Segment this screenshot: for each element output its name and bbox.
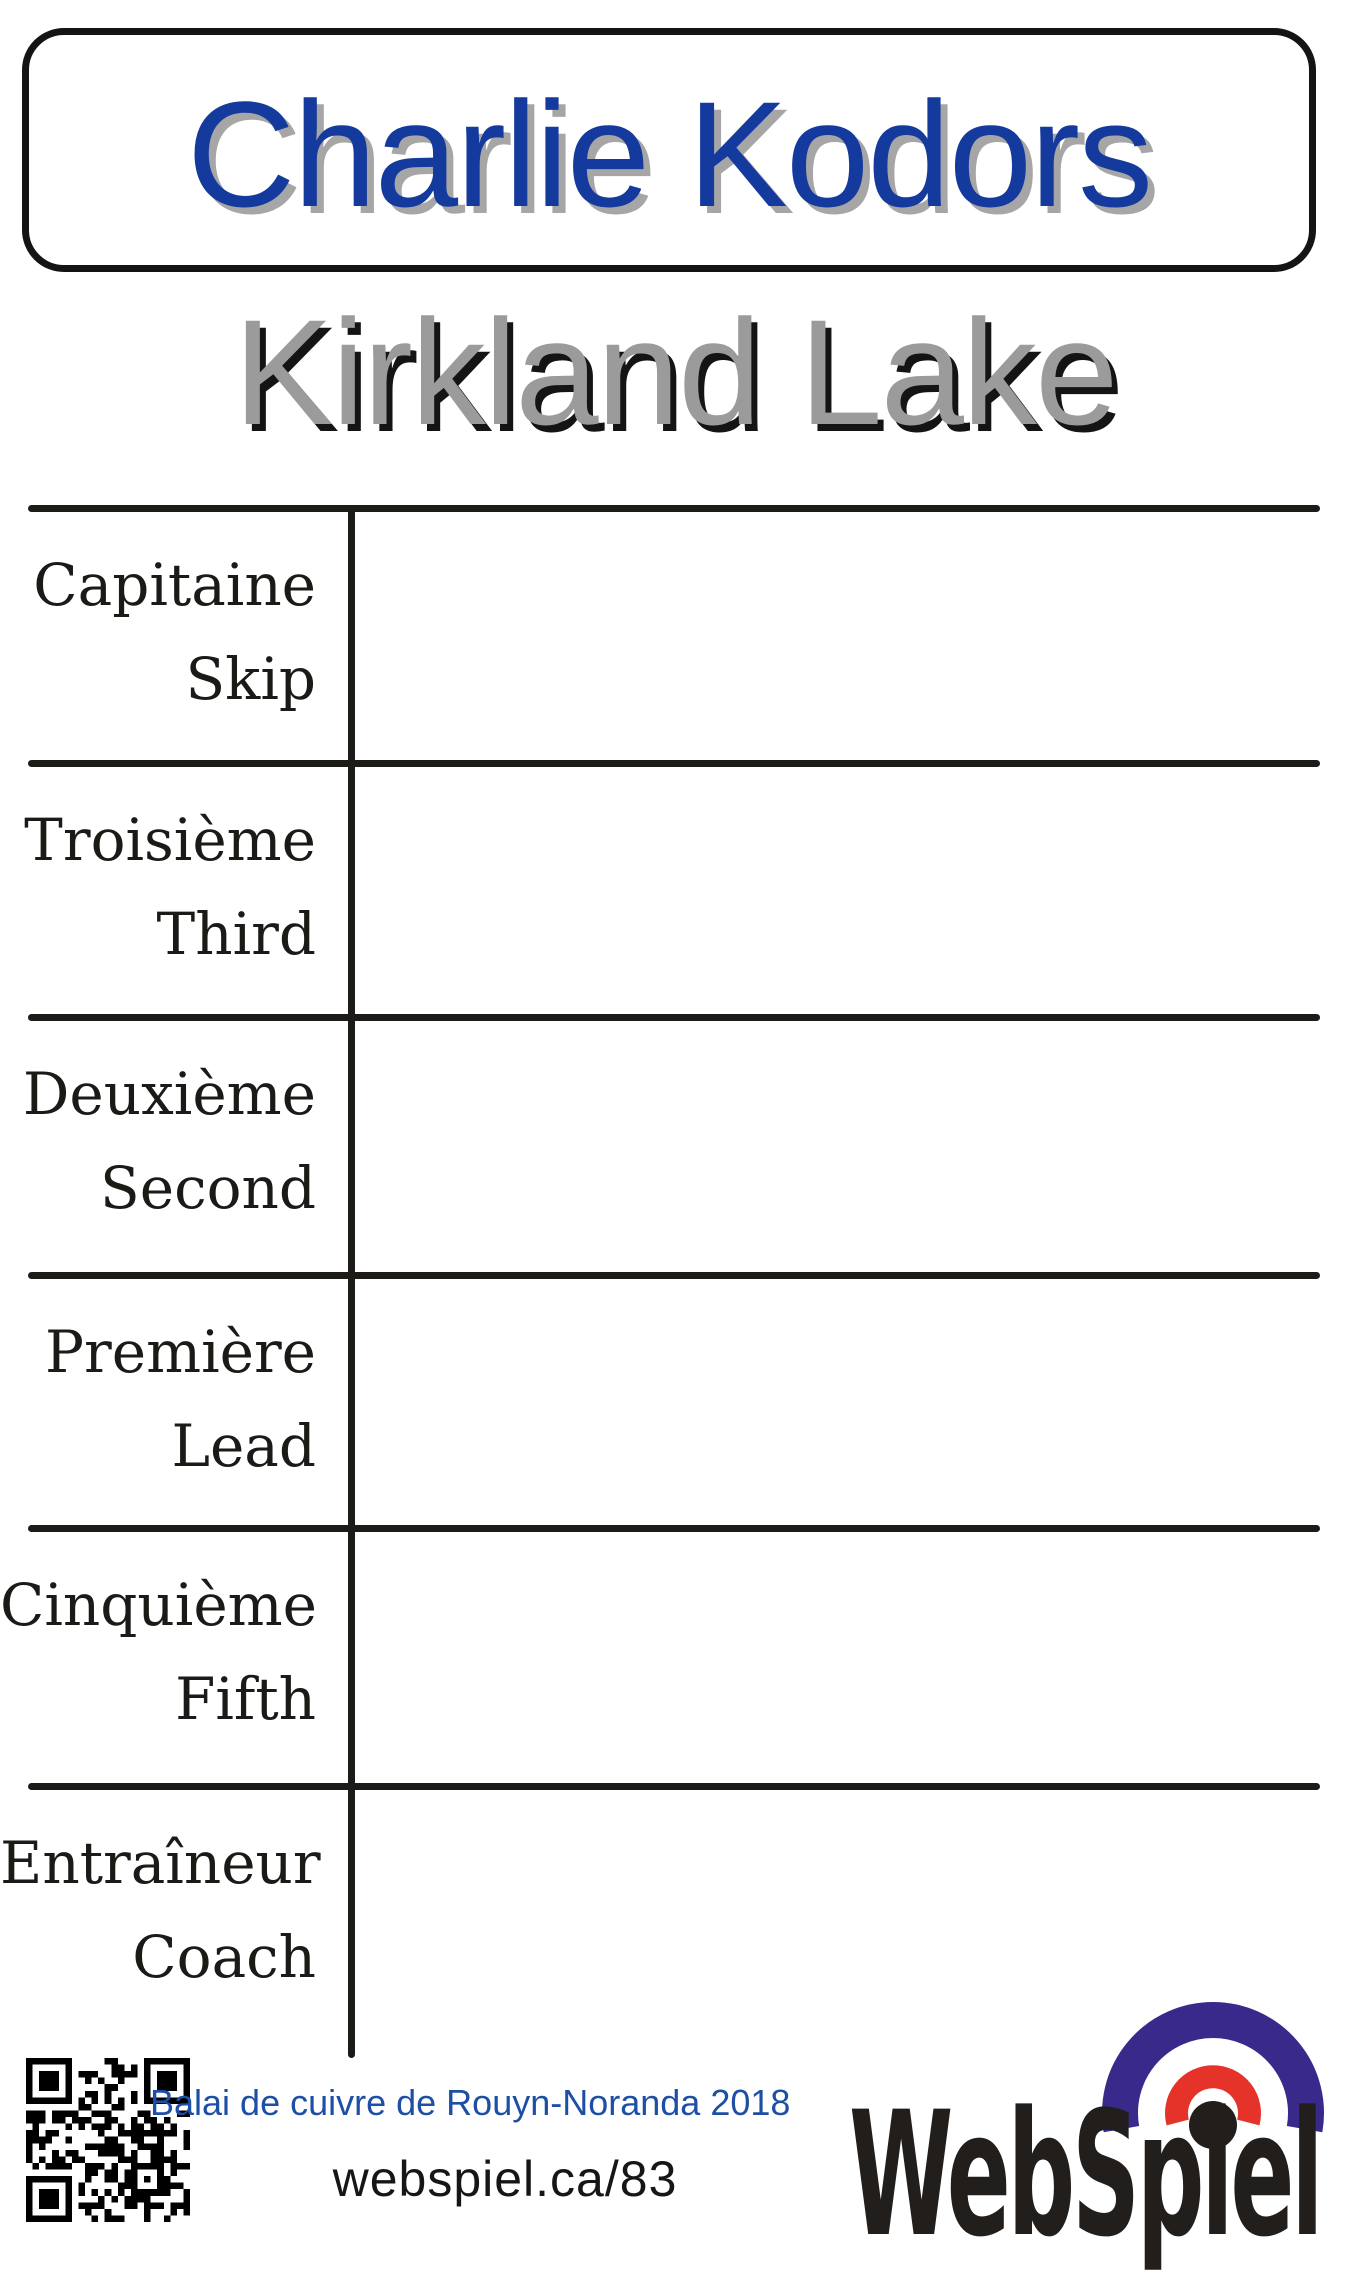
website-url: webspiel.ca/83	[332, 2151, 678, 2207]
table-rule	[28, 505, 1320, 512]
team-name: Charlie Kodors	[186, 69, 1152, 238]
roster-row-label-lead	[0, 1305, 316, 1493]
position-label-fr: Entraîneur	[0, 1829, 321, 1897]
roster-cell-second	[356, 1021, 1318, 1267]
brand-wordmark: WebSpiel	[849, 2074, 1321, 2275]
table-rule	[28, 1525, 1320, 1532]
roster-cell-third	[356, 767, 1318, 1013]
team-location: Kirkland Lake	[233, 288, 1117, 456]
webspiel-logo	[845, 1995, 1350, 2275]
table-rule	[28, 760, 1320, 767]
position-label-en: Second	[100, 1154, 316, 1222]
position-label-fr: Cinquième	[0, 1571, 317, 1639]
position-label-en: Third	[156, 900, 316, 968]
position-label-fr: Capitaine	[33, 551, 316, 619]
position-label-fr: Première	[45, 1318, 316, 1386]
position-label-en: Fifth	[175, 1665, 316, 1733]
table-rule	[28, 1272, 1320, 1279]
roster-row-label-third	[0, 793, 316, 981]
table-column-divider	[348, 505, 355, 2058]
position-label-fr: Troisième	[24, 806, 316, 874]
roster-row-label-skip	[0, 538, 316, 726]
position-label-fr: Deuxième	[22, 1060, 316, 1128]
table-rule	[28, 1014, 1320, 1021]
position-label-en: Skip	[185, 645, 316, 713]
roster-cell-lead	[356, 1279, 1318, 1525]
roster-row-label-fifth	[0, 1558, 316, 1746]
roster-cell-fifth	[356, 1532, 1318, 1778]
position-label-en: Coach	[132, 1923, 316, 1991]
position-label-en: Lead	[171, 1412, 316, 1480]
roster-row-label-second	[0, 1047, 316, 1235]
roster-row-label-coach	[0, 1816, 321, 2004]
table-rule	[28, 1783, 1320, 1790]
roster-cell-skip	[356, 512, 1318, 758]
team-name-card	[22, 28, 1316, 272]
event-name: Balai de cuivre de Rouyn-Noranda 2018	[150, 2082, 791, 2123]
